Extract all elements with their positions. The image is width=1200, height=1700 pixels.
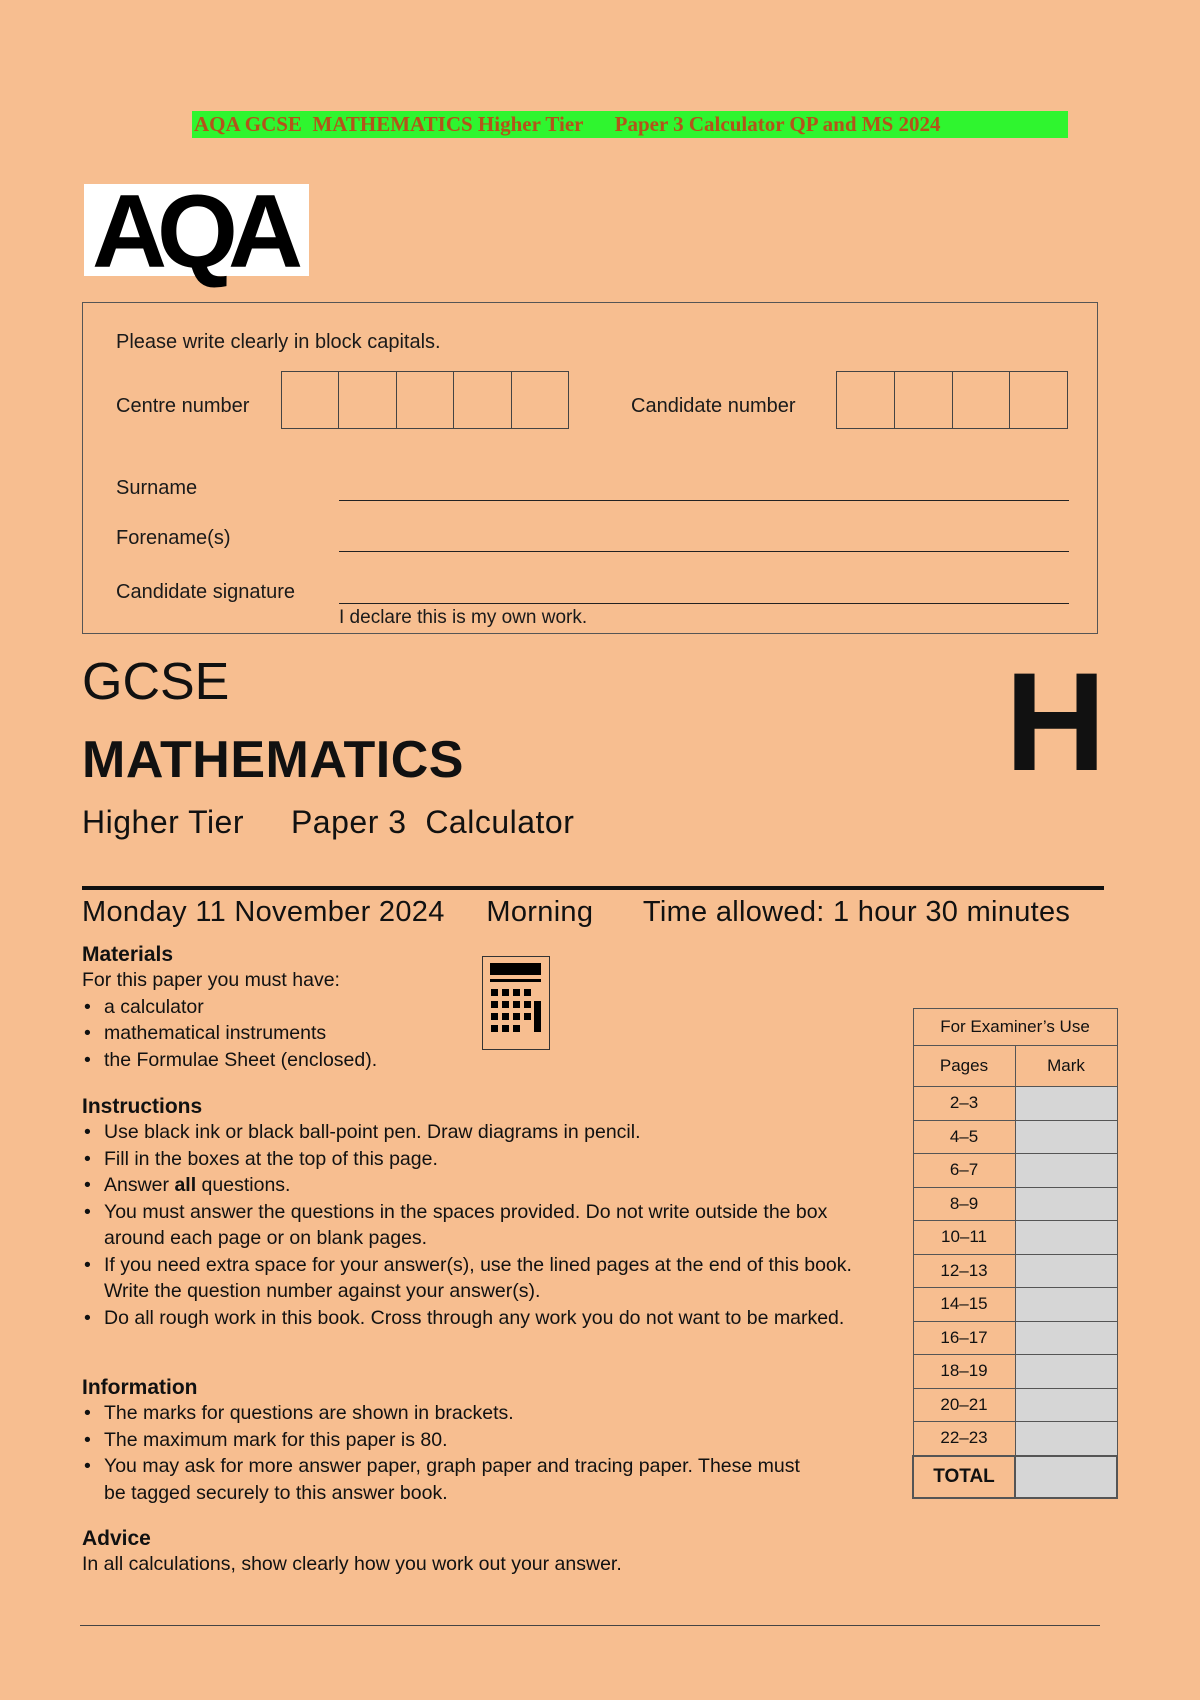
surname-label: Surname [116, 477, 198, 499]
centre-number-label: Centre number [116, 395, 250, 417]
subject-title: MATHEMATICS [82, 731, 464, 789]
list-item: • If you need extra space for your answer(s), use the lined pages at the end of this book. Write the question number against your answer(s). [82, 1252, 852, 1305]
list-item: • Do all rough work in this book. Cross through any work you do not want to be marked. [82, 1305, 852, 1332]
list-item: • You may ask for more answer paper, graph paper and tracing paper. These must be tagged securely to this answer book. [82, 1453, 822, 1506]
mark-cell[interactable] [1015, 1254, 1117, 1288]
list-item: • a calculator [82, 994, 482, 1021]
tier-paper-line: Higher Tier Paper 3 Calculator [82, 804, 575, 840]
declaration-text: I declare this is my own work. [339, 607, 588, 628]
exam-date-line: Monday 11 November 2024 Morning Time allowed: 1 hour 30 minutes [82, 896, 1071, 928]
pages-cell: 12–13 [913, 1254, 1015, 1288]
list-item: • mathematical instruments [82, 1020, 482, 1047]
advice-text: In all calculations, show clearly how you work out your answer. [82, 1553, 622, 1575]
table-row [913, 1355, 1117, 1389]
total-label: TOTAL [913, 1456, 1015, 1498]
document-banner: AQA GCSE MATHEMATICS Higher Tier Paper 3 Calculator QP and MS 2024 [192, 111, 1068, 138]
pages-cell: 10–11 [913, 1221, 1015, 1255]
list-item: • The marks for questions are shown in brackets. [82, 1400, 822, 1427]
advice-section [82, 1527, 842, 1578]
digit-box[interactable] [454, 372, 511, 428]
list-item: • Fill in the boxes at the top of this page. [82, 1146, 852, 1173]
pages-cell: 2–3 [913, 1087, 1015, 1121]
pages-cell: 20–21 [913, 1388, 1015, 1422]
table-row [913, 1288, 1117, 1322]
instructions-heading: Instructions [82, 1095, 203, 1118]
pages-cell: 22–23 [913, 1422, 1015, 1456]
table-row [913, 1422, 1117, 1456]
pages-cell: 4–5 [913, 1120, 1015, 1154]
aqa-logo [84, 174, 309, 290]
pages-cell: 6–7 [913, 1154, 1015, 1188]
candidate-details-box [82, 302, 1098, 634]
title-divider [82, 886, 1104, 890]
digit-box[interactable] [837, 372, 895, 428]
digit-box[interactable] [895, 372, 953, 428]
information-heading: Information [82, 1376, 198, 1399]
forename-label: Forename(s) [116, 527, 231, 549]
list-item: • The maximum mark for this paper is 80. [82, 1427, 822, 1454]
table-row [913, 1388, 1117, 1422]
aqa-logo-text: AQA [91, 174, 294, 290]
digit-box[interactable] [282, 372, 339, 428]
materials-intro: For this paper you must have: [82, 969, 340, 991]
pages-column-header: Pages [913, 1046, 1015, 1087]
digit-box[interactable] [339, 372, 396, 428]
materials-heading: Materials [82, 943, 174, 966]
answer-all-emphasis: all [174, 1174, 197, 1196]
footer-divider [80, 1625, 1100, 1626]
list-item: • the Formulae Sheet (enclosed). [82, 1047, 482, 1074]
instructions-section [82, 1095, 852, 1331]
examiner-use-table [912, 1008, 1118, 1499]
list-item-answer-all [82, 1172, 852, 1199]
mark-cell[interactable] [1015, 1221, 1117, 1255]
mark-cell[interactable] [1015, 1187, 1117, 1221]
signature-field[interactable] [339, 603, 1069, 604]
table-row [913, 1120, 1117, 1154]
answer-all-pre: Answer [104, 1174, 175, 1196]
list-item: • You must answer the questions in the spaces provided. Do not write outside the box around each page or on blank pages. [82, 1199, 852, 1252]
mark-cell[interactable] [1015, 1355, 1117, 1389]
calculator-icon-graphic [483, 957, 548, 1048]
table-row [913, 1087, 1117, 1121]
information-list [82, 1400, 822, 1506]
mark-cell[interactable] [1015, 1288, 1117, 1322]
information-section [82, 1376, 822, 1506]
mark-cell[interactable] [1015, 1087, 1117, 1121]
signature-label: Candidate signature [116, 581, 296, 603]
surname-field[interactable] [339, 500, 1069, 501]
digit-box[interactable] [397, 372, 454, 428]
digit-box[interactable] [953, 372, 1011, 428]
calculator-icon [482, 956, 550, 1050]
mark-cell[interactable] [1015, 1120, 1117, 1154]
centre-number-field[interactable] [281, 371, 569, 429]
table-row [913, 1321, 1117, 1355]
pages-cell: 16–17 [913, 1321, 1015, 1355]
materials-list [82, 994, 482, 1074]
instructions-list [82, 1119, 852, 1331]
materials-section [82, 943, 482, 1073]
pages-cell: 18–19 [913, 1355, 1015, 1389]
mark-cell[interactable] [1015, 1154, 1117, 1188]
table-row [913, 1221, 1117, 1255]
qualification-title: GCSE [82, 653, 230, 711]
table-row [913, 1187, 1117, 1221]
mark-cell[interactable] [1015, 1388, 1117, 1422]
mark-cell[interactable] [1015, 1422, 1117, 1456]
candidate-number-field[interactable] [836, 371, 1068, 429]
advice-heading: Advice [82, 1527, 151, 1550]
table-row [913, 1254, 1117, 1288]
block-capitals-instruction: Please write clearly in block capitals. [116, 331, 441, 353]
pages-cell: 14–15 [913, 1288, 1015, 1322]
mark-cell[interactable] [1015, 1321, 1117, 1355]
digit-box[interactable] [1010, 372, 1067, 428]
examiner-table-title: For Examiner’s Use [913, 1009, 1117, 1046]
digit-box[interactable] [512, 372, 568, 428]
pages-cell: 8–9 [913, 1187, 1015, 1221]
mark-column-header: Mark [1015, 1046, 1117, 1087]
tier-letter: H [1005, 643, 1107, 800]
list-item: • Use black ink or black ball-point pen. Draw diagrams in pencil. [82, 1119, 852, 1146]
total-mark-cell[interactable] [1015, 1456, 1117, 1498]
candidate-number-label: Candidate number [631, 395, 796, 417]
answer-all-post: questions. [196, 1174, 291, 1196]
table-row [913, 1154, 1117, 1188]
forename-field[interactable] [339, 551, 1069, 552]
total-row [913, 1456, 1117, 1498]
